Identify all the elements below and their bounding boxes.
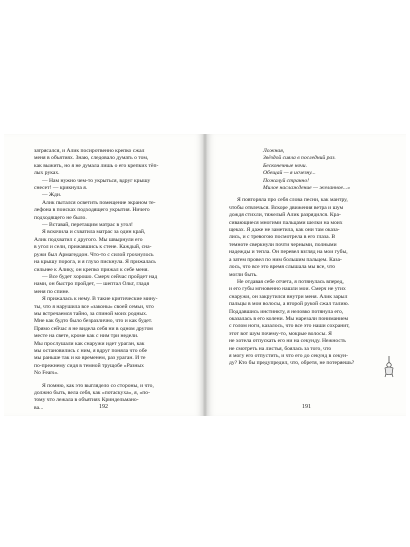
text-line: Мне как будто было безразлично, что и как будет. [34,318,153,325]
text-line: ду? Кто бы предупредил, что, обретя, не потеряешь? [229,360,355,367]
text-line: подходящего не было. [34,214,87,221]
text-line: в угол и сели, прижавшись к стене. Каждый, сна- [34,244,152,251]
text-line: оказалась в его колени. Мы нарезали пониманием [229,315,349,322]
left-page-number: 192 [99,404,108,410]
text-line: Алик подхватил с другого. Мы швырнули его [34,236,143,243]
text-line: лефона в поисках подходящего укрытия. Ничего [34,207,150,214]
text-line: Я помню, как это выглядело со стороны, и что, [42,382,154,389]
text-line: No Fears». [34,370,59,377]
text-line: Мы прослушали как снаружи идет ураган, как [34,340,145,347]
text-line: я могу его отпустить, и что его до секунд в секун- [229,352,349,359]
text-line: надежды и тепла. Он перевел взгляд на мои губы, [229,249,348,256]
text-line: мы остановились с ним, я вдруг поняла что обе [34,347,147,354]
text-line: лось, что все это время слышала мы все, что [229,264,336,271]
verse-line: Бесконечные ночи. [263,162,307,169]
text-line: Я повторяла про себя слова песни, как мантру, [237,197,348,204]
right-page-text [229,148,379,368]
text-line: ты, что я нарушила все «законы» своей семьи, что [34,303,154,310]
text-line: сильнее к Алику, он крепко прижал к себе меня. [34,266,149,273]
text-line: снаружи, он закрутился внутри меня. Алик зарыл [229,293,348,300]
text-line: темноте сверкнули почти черными, полными [229,241,337,248]
text-line: меня в объятиях. Знаю, следовало думать о том, [34,155,149,162]
text-line: щеках. Я даже не заметила, как они там оказа- [229,227,340,234]
text-line: с голом ноги, казалось, что все это наши сохранит, [229,323,350,330]
text-line: должно быть, вела себя, как «потаскуха», я, «по- [34,390,150,396]
text-line: Я вскочила и схватила матрас за один край, [42,229,146,236]
text-line: мы раньше так и ко временем, раз ураган. И те [34,355,146,362]
text-line: ружи был Армагеддон. Что-то с силой грохнулось [34,251,154,258]
text-line: не хотела отпускать его ни на секунду. Нежность [229,338,346,345]
verse-line: Ложная, [263,148,285,154]
text-line: нами, он быстро пройдет, — шептал Ольт, гладя [34,281,150,288]
left-page [4,134,203,416]
right-page-number: 191 [302,404,311,410]
verse-line: Милое наслаждение — желанное...» [263,185,351,192]
text-line: Я прижалась к нему. В такие критические мину- [42,296,158,303]
text-line: этот вот шум почему-то, мокрые волосы. Я [229,330,332,337]
text-line: дождя стихли, тяжелый Алик разрядился. Кра- [229,212,341,219]
text-line: месте на свете, кроме как с ним три недели. [34,333,139,340]
verse-line: Звёздой сияла в последний раз. [263,155,336,162]
text-line: мы встречаемся тайно, за спиной моих родных. [34,310,148,317]
text-line: могли быть. [229,271,258,278]
text-line: — Вставай, перетащим матрас в угол! [42,222,133,229]
text-line: лись, и с тревогою посмотрела в его глаза. В [229,234,336,241]
text-line: ва... [34,404,44,411]
left-page-text [34,148,184,412]
text-line: и его губы мгновенно нашли мои. Смерч не утих [229,286,346,293]
text-line: снесет! — крикнула я. [34,185,88,192]
text-line: по-прежнему сидя в темной трущобе «Разных [34,362,144,369]
text-line: чтобы отвлечься. Вскоре движения ветра и шум [229,204,344,211]
text-line: тому что лежала в объятиях Криндельмано- [34,397,139,404]
verse-line: Обещай — я исчезну... [263,170,316,177]
right-page-body [229,197,379,367]
hanging-figure-icon [380,356,398,378]
text-line: на крышу порога, и я глухо пискнула. Я прижалась [34,259,156,266]
text-line: Алик пытался осветить помещение экраном те- [42,199,156,206]
text-line: а затем провел по ним большим пальцем. Каза- [229,256,342,263]
text-line: Прямо сейчас я не видела себя ни в одном другом [34,325,153,332]
text-line: — Нам нужно чем-то укрыться, вдруг крышу [42,177,151,184]
verse-line: Пожалуй странно! [263,177,309,184]
text-line: сивающиеся многими пальцами шелки на моих [229,219,343,226]
text-line: затрясался, и Алик посиротвенно крепко сжал [34,148,145,154]
text-line: — Все будет хорошо. Смерч сейчас пройдет над [42,273,158,280]
book-spread [4,134,406,416]
text-line: лых руках. [34,170,60,177]
text-line: пальцы в мои волосы, а второй рукой сжал талию. [229,301,350,308]
verse-block [229,148,379,192]
text-line: не смотреть на листья, боялась за того, что [229,345,332,352]
text-line: — Жди. [42,192,62,199]
right-page [207,134,406,416]
text-line: Поддавшись инстинкту, я неловко потянула его, [229,308,344,315]
text-line: меня по спине. [34,288,70,295]
text-line: как выжить, но я не думала лишь о его крепких тёп- [34,162,159,169]
text-line: Не отдавая себе отчета, я потянулась вперед, [237,278,344,285]
